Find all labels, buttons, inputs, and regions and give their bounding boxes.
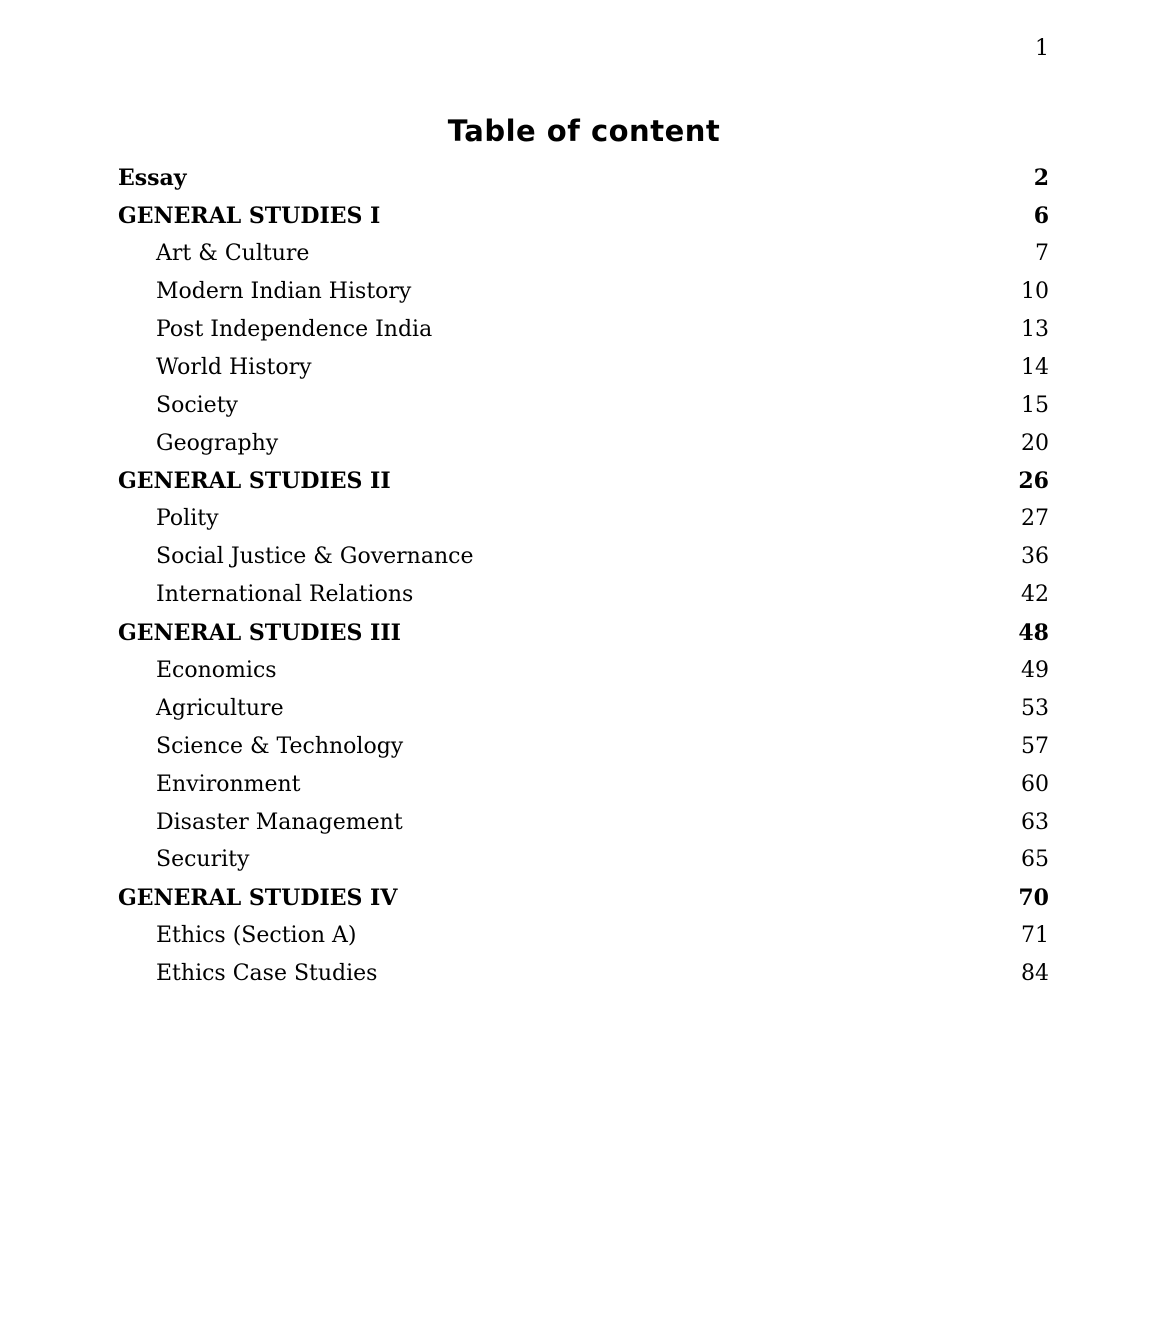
- toc-entry-page: 48: [1018, 619, 1049, 646]
- toc-entry-label: Geography: [156, 430, 279, 456]
- toc-subsection-entry[interactable]: [118, 235, 1049, 273]
- toc-entry-label: Modern Indian History: [156, 279, 412, 305]
- toc-entry-label: GENERAL STUDIES III: [118, 619, 401, 646]
- toc-subsection-entry[interactable]: [118, 652, 1049, 690]
- toc-subsection-entry[interactable]: [118, 689, 1049, 727]
- toc-subsection-entry[interactable]: [118, 273, 1049, 311]
- toc-section-entry[interactable]: [118, 614, 1049, 652]
- toc-entry-page: 15: [1021, 392, 1049, 418]
- toc-entry-page: 42: [1021, 582, 1049, 608]
- toc-entry-page: 65: [1021, 847, 1049, 873]
- toc-subsection-entry[interactable]: [118, 765, 1049, 803]
- toc-subsection-entry[interactable]: [118, 348, 1049, 386]
- toc-entry-page: 13: [1021, 317, 1049, 342]
- toc-entry-page: 14: [1021, 354, 1049, 380]
- toc-entry-label: Environment: [156, 771, 301, 797]
- toc-entry-page: 26: [1018, 468, 1049, 495]
- toc-entry-label: Society: [156, 392, 238, 418]
- toc-entry-page: 53: [1021, 695, 1049, 721]
- toc-subsection-entry[interactable]: [118, 538, 1049, 576]
- toc-entry-label: Ethics Case Studies: [156, 961, 378, 987]
- toc-entry-page: 49: [1021, 658, 1049, 684]
- toc-entry-label: Economics: [156, 658, 277, 684]
- toc-section-entry[interactable]: [118, 462, 1049, 500]
- toc-entry-page: 36: [1021, 544, 1049, 570]
- toc-subsection-entry[interactable]: [118, 841, 1049, 879]
- toc-entry-page: 10: [1021, 279, 1049, 305]
- toc-entry-page: 84: [1021, 961, 1049, 987]
- toc-subsection-entry[interactable]: [118, 424, 1049, 462]
- toc-entry-label: Post Independence India: [156, 317, 433, 342]
- toc-entry-label: GENERAL STUDIES IV: [118, 884, 398, 911]
- toc-section-entry[interactable]: [118, 197, 1049, 235]
- table-of-contents: [118, 159, 1049, 993]
- toc-entry-label: World History: [156, 354, 312, 380]
- page-title: Table of content: [447, 114, 721, 148]
- toc-entry-label: Agriculture: [156, 695, 284, 721]
- toc-entry-label: Polity: [156, 506, 219, 532]
- toc-section-entry[interactable]: [118, 879, 1049, 917]
- toc-entry-page: 27: [1021, 506, 1049, 532]
- toc-entry-page: 60: [1021, 771, 1049, 797]
- toc-entry-page: 70: [1018, 884, 1049, 911]
- toc-subsection-entry[interactable]: [118, 917, 1049, 955]
- toc-entry-label: Social Justice & Governance: [156, 544, 474, 570]
- toc-subsection-entry[interactable]: [118, 955, 1049, 993]
- toc-entry-page: 57: [1021, 733, 1049, 759]
- toc-entry-page: 63: [1021, 809, 1049, 835]
- toc-subsection-entry[interactable]: [118, 386, 1049, 424]
- toc-entry-label: Disaster Management: [156, 809, 403, 835]
- toc-section-entry[interactable]: [118, 159, 1049, 197]
- toc-entry-page: 71: [1021, 923, 1049, 949]
- toc-entry-label: GENERAL STUDIES II: [118, 468, 391, 495]
- toc-subsection-entry[interactable]: [118, 803, 1049, 841]
- toc-entry-label: International Relations: [156, 582, 414, 608]
- toc-entry-page: 7: [1035, 241, 1049, 267]
- toc-entry-page: 6: [1033, 202, 1049, 229]
- toc-subsection-entry[interactable]: [118, 311, 1049, 349]
- toc-subsection-entry[interactable]: [118, 576, 1049, 614]
- toc-subsection-entry[interactable]: [118, 500, 1049, 538]
- toc-entry-label: GENERAL STUDIES I: [118, 202, 381, 229]
- toc-entry-label: Ethics (Section A): [156, 923, 357, 949]
- toc-entry-label: Essay: [118, 164, 187, 191]
- toc-entry-label: Security: [156, 847, 250, 873]
- toc-entry-page: 2: [1033, 164, 1049, 191]
- toc-entry-label: Art & Culture: [156, 241, 310, 267]
- page-number: 1: [1035, 36, 1049, 61]
- toc-entry-page: 20: [1021, 430, 1049, 456]
- toc-subsection-entry[interactable]: [118, 727, 1049, 765]
- toc-entry-label: Science & Technology: [156, 733, 404, 759]
